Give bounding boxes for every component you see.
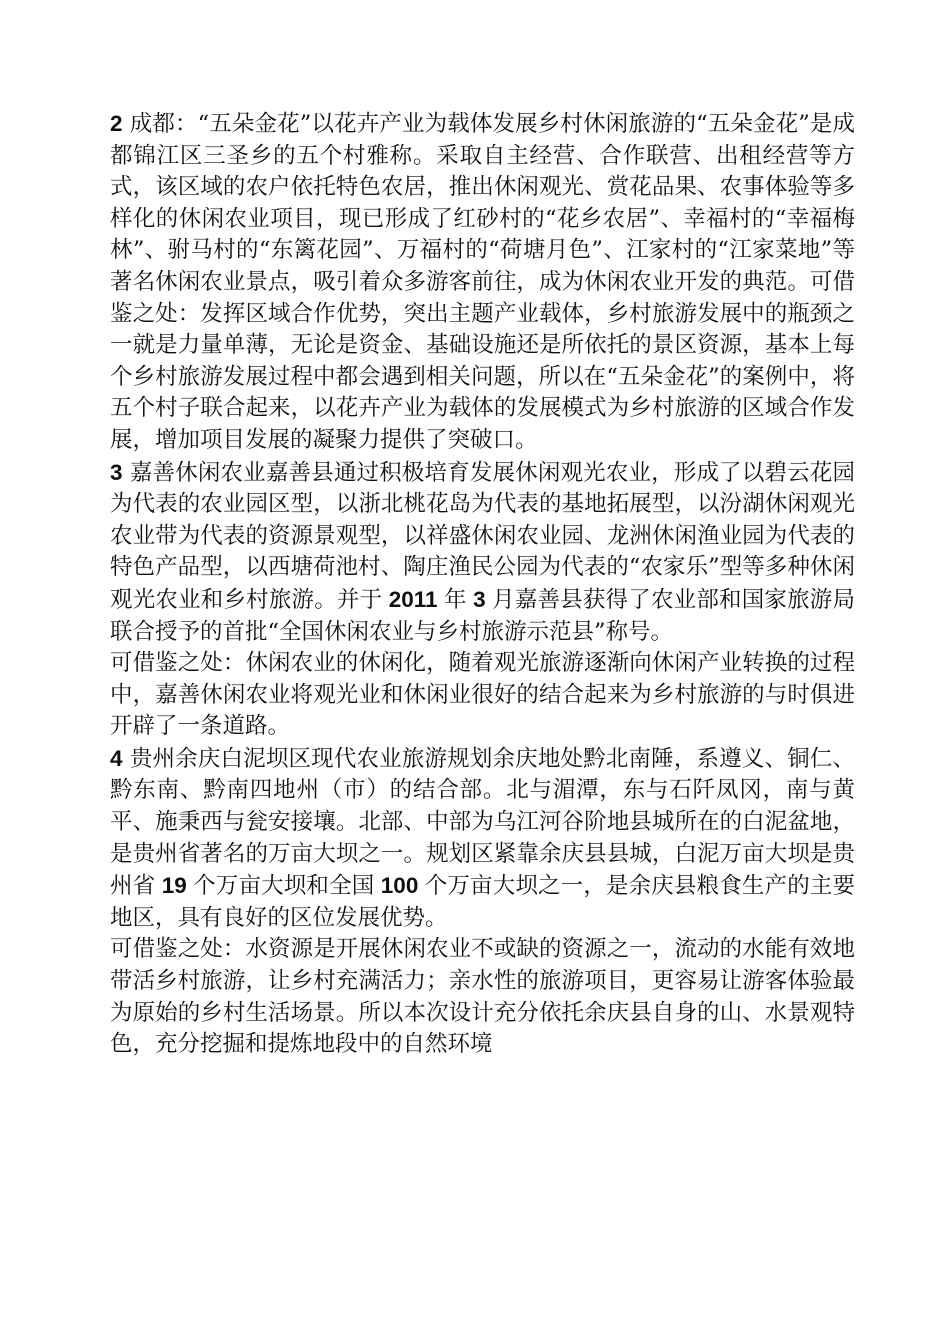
case-number: 2 [110, 111, 123, 136]
paragraph-yuqing-case [110, 743, 855, 935]
count-number: 100 [374, 873, 425, 899]
paragraph-text: 可借鉴之处：水资源是开展休闲农业不或缺的资源之一，流动的水能有效地带活乡村旅游，让乡村充满活力；亲水性的旅游项目，更容易让游客体验最为原始的乡村生活场景。所以本次设计充分依托余庆县自身的山、水景观特色，充分挖掘和提炼地段中的自然环境 [110, 936, 855, 1058]
paragraph-jiashan-case [110, 457, 855, 649]
paragraph-text: 成都：“五朵金花”以花卉产业为载体发展乡村休闲旅游的“五朵金花”是成都锦江区三圣乡的五个村雅称。采取自主经营、合作联营、出租经营等方式，该区域的农户依托特色农居，推出休闲观光、赏花品果、农事体验等多样化的休闲农业项目，现已形成了红砂村的“花乡农居”、幸福村的“幸福梅林”、驸马村的“东篱花园”、万福村的“荷塘月色”、江家村的“江家菜地”等著名休闲农业景点，吸引着众多游客前往，成为休闲农业开发的典范。可借鉴之处：发挥区域合作优势，突出主题产业载体，乡村旅游发展中的瓶颈之一就是力量单薄，无论是资金、基础设施还是所依托的景区资源，基本上每个乡村旅游发展过程中都会遇到相关问题，所以在“五朵金花”的案例中，将五个村子联合起来，以花卉产业为载体的发展模式为乡村旅游的区域合作发展，增加项目发展的凝聚力提供了突破口。 [110, 111, 855, 453]
count-number: 19 [155, 873, 194, 899]
year-number: 2011 [382, 586, 444, 612]
document-body [110, 108, 855, 1061]
paragraph-text: 月嘉善县获得了农业部和国家旅游局联合授予的首批“全国休闲农业与乡村旅游示范县”称号。 [110, 586, 855, 645]
paragraph-yuqing-lessons [110, 934, 855, 1060]
month-number: 3 [466, 586, 493, 612]
paragraph-jiashan-lessons [110, 648, 855, 743]
case-number: 4 [110, 745, 123, 771]
paragraph-text: 个万亩大坝之一，是余庆县粮食生产的主要地区，具有良好的区位发展优势。 [110, 873, 855, 931]
paragraph-text: 个万亩大坝和全国 [193, 873, 375, 900]
paragraph-text: 年 [444, 586, 467, 613]
paragraph-text: 贵州余庆白泥坝区现代农业旅游规划余庆地处黔北南陲，系遵义、铜仁、黔东南、黔南四地州（市）的结合部。北与湄潭，东与石阡凤冈，南与黄平、施秉西与瓮安接壤。北部、中部为乌江河谷阶地县城所在的白泥盆地，是贵州省著名的万亩大坝之一。规划区紧靠余庆县县城，白泥万亩大坝是贵州省 [110, 745, 855, 900]
paragraph-text: 嘉善休闲农业嘉善县通过积极培育发展休闲观光农业，形成了以碧云花园为代表的农业园区型，以浙北桃花岛为代表的基地拓展型，以汾湖休闲观光农业带为代表的资源景观型，以祥盛休闲农业园、龙洲休闲渔业园为代表的特色产品型，以西塘荷池村、陶庄渔民公园为代表的“农家乐”型等多种休闲观光农业和乡村旅游。并于 [110, 459, 855, 613]
paragraph-text: 可借鉴之处：休闲农业的休闲化，随着观光旅游逐渐向休闲产业转换的过程中，嘉善休闲农业将观光业和休闲业很好的结合起来为乡村旅游的与时俱进开辟了一条道路。 [110, 650, 855, 740]
paragraph-chengdu-case [110, 108, 855, 457]
case-number: 3 [110, 459, 123, 485]
